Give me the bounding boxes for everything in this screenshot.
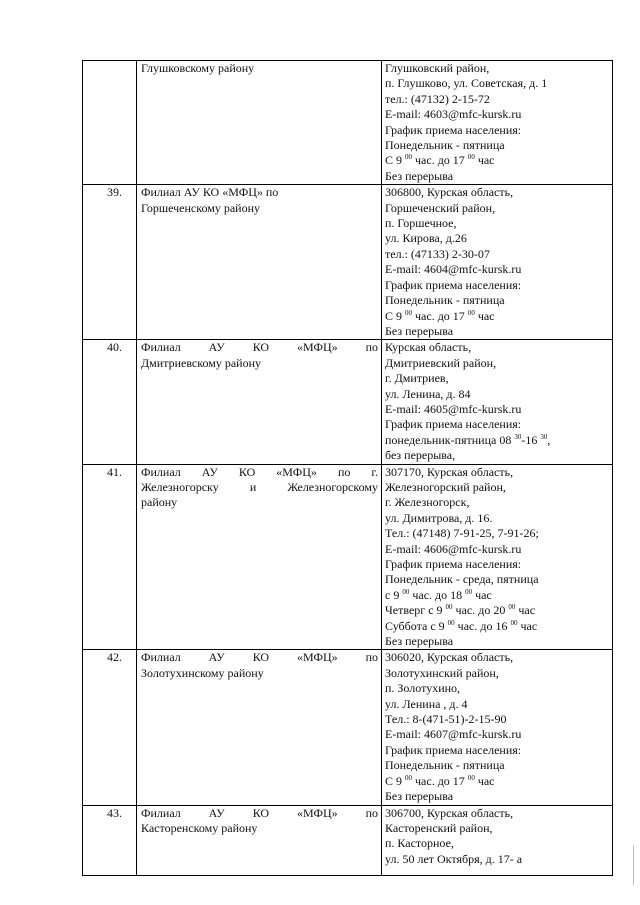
row-number: 39. <box>107 185 122 200</box>
branch-name-word: Железногорску <box>141 479 219 494</box>
branch-name-cell <box>137 61 382 185</box>
superscript-minutes: 00 <box>467 153 475 162</box>
branch-name-word: по <box>365 340 378 355</box>
branch-name-line: Глушковскому району <box>141 61 255 75</box>
row-number-cell <box>83 340 137 464</box>
address-line: График приема населения: <box>385 417 522 432</box>
branch-name <box>137 185 381 216</box>
address-line: п. Глушково, ул. Советская, д. 1 <box>385 76 548 91</box>
address-line: С 9 $^{00}$ час. до 17 $^{00}$ час <box>385 773 495 788</box>
address-lines <box>382 650 612 804</box>
superscript-minutes: 30 <box>540 432 548 441</box>
branch-name-word: Филиал <box>141 464 181 479</box>
address-line: Глушковский район, <box>385 61 490 75</box>
superscript-minutes: 00 <box>467 773 475 782</box>
row-number: 43. <box>107 805 122 820</box>
address-line: График приема населения: <box>385 122 522 137</box>
branch-name-word: КО <box>238 464 256 479</box>
address-cell <box>382 464 613 650</box>
address-line: 307170, Курская область, <box>385 464 514 479</box>
address-line: тел.: (47133) 2-30-07 <box>385 246 490 261</box>
branch-name <box>137 465 381 511</box>
branch-name-word: КО <box>252 340 270 355</box>
branch-name-line: Филиал АУ КО «МФЦ» по <box>141 185 279 200</box>
branch-name-word: АУ <box>201 464 218 479</box>
branch-name-word: г. <box>371 464 378 479</box>
branch-name-word: АУ <box>208 650 225 665</box>
branch-name-line <box>141 650 378 665</box>
row-number-cell <box>83 185 137 340</box>
branch-name-line <box>141 465 378 480</box>
superscript-minutes: 00 <box>510 618 518 627</box>
branch-name-word: Филиал <box>141 805 181 820</box>
address-line: E-mail: 4603@mfc-kursk.ru <box>385 107 522 122</box>
branch-name-word: Железногорскому <box>287 479 378 494</box>
branch-name-line: Касторенскому району <box>141 820 258 835</box>
branch-name-word: «МФЦ» <box>296 650 338 665</box>
address-lines <box>382 465 612 650</box>
branch-name <box>137 340 381 371</box>
address-line: Без перерыва <box>385 634 454 649</box>
address-line: Курская область, <box>385 340 472 355</box>
branch-name-cell <box>137 650 382 805</box>
address-lines <box>382 61 612 184</box>
address-line: Без перерыва <box>385 168 454 183</box>
row-number-cell <box>83 61 137 185</box>
address-cell <box>382 805 613 875</box>
branch-name <box>137 650 381 681</box>
superscript-minutes: 00 <box>508 603 516 612</box>
address-line: С 9 $^{00}$ час. до 17 $^{00}$ час <box>385 153 495 168</box>
row-number: 41. <box>107 464 122 479</box>
branch-name-cell <box>137 185 382 340</box>
branch-name-line <box>141 340 378 355</box>
address-line: Золотухинский район, <box>385 665 499 680</box>
address-line: Тел.: (47148) 7-91-25, 7-91-26; <box>385 526 539 541</box>
address-line: 306800, Курская область, <box>385 185 514 200</box>
address-cell <box>382 185 613 340</box>
address-line: п. Касторное, <box>385 836 454 851</box>
branch-name-word: КО <box>252 650 270 665</box>
address-line: Четверг с 9 $^{00}$ час. до 20 $^{00}$ час <box>385 603 536 618</box>
address-line: Горшеченский район, <box>385 200 496 215</box>
branch-name-cell <box>137 340 382 464</box>
branch-name-word: Филиал <box>141 650 181 665</box>
branch-table <box>82 60 613 876</box>
address-line: Касторенский район, <box>385 820 493 835</box>
branch-name-line: Золотухинскому району <box>141 665 264 680</box>
address-line: E-mail: 4605@mfc-kursk.ru <box>385 401 522 416</box>
address-line: 306700, Курская область, <box>385 805 514 820</box>
address-line: Суббота с 9 $^{00}$ час. до 16 $^{00}$ час <box>385 618 538 633</box>
margin-mark <box>633 845 634 885</box>
address-line: Без перерыва <box>385 323 454 338</box>
superscript-minutes: 00 <box>447 618 455 627</box>
address-line: без перерыва, <box>385 448 456 463</box>
address-lines <box>382 806 612 868</box>
branch-name-word: АУ <box>208 805 225 820</box>
address-line: понедельник-пятница 08 $^{30}$-16 $^{30}$, <box>385 432 551 447</box>
row-number: 42. <box>107 650 122 665</box>
branch-name-line <box>141 480 378 495</box>
table-row <box>83 340 613 464</box>
branch-name-word: «МФЦ» <box>296 340 338 355</box>
superscript-minutes: 00 <box>402 587 410 596</box>
address-line: 306020, Курская область, <box>385 650 514 665</box>
branch-name-word: «МФЦ» <box>276 464 317 479</box>
address-line: Железногорский район, <box>385 479 506 494</box>
branch-name-word: по <box>337 464 351 479</box>
branch-name-cell <box>137 464 382 650</box>
address-line: Без перерыва <box>385 789 454 804</box>
branch-name-line <box>141 806 378 821</box>
row-number-cell <box>83 464 137 650</box>
branch-name-line: Горшеченскому району <box>141 200 261 215</box>
address-line: ул. Димитрова, д. 16. <box>385 510 493 525</box>
table-row <box>83 185 613 340</box>
address-line: п. Горшечное, <box>385 216 457 231</box>
address-line: E-mail: 4606@mfc-kursk.ru <box>385 541 522 556</box>
branch-name-word: по <box>365 650 378 665</box>
branch-name <box>137 61 381 76</box>
table-row <box>83 61 613 185</box>
address-cell <box>382 650 613 805</box>
row-number-cell <box>83 805 137 875</box>
branch-name-word: АУ <box>208 340 225 355</box>
address-line: Тел.: 8-(471-51)-2-15-90 <box>385 712 507 727</box>
address-cell <box>382 61 613 185</box>
branch-name-cell <box>137 805 382 875</box>
superscript-minutes: 00 <box>405 153 413 162</box>
address-line: Понедельник - среда, пятница <box>385 572 539 587</box>
branch-name-word: по <box>365 805 378 820</box>
table-row <box>83 805 613 875</box>
address-line: г. Железногорск, <box>385 495 470 510</box>
table-row <box>83 464 613 650</box>
address-line: г. Дмитриев, <box>385 371 449 386</box>
branch-name-word: Филиал <box>141 340 181 355</box>
address-line: С 9 $^{00}$ час. до 17 $^{00}$ час <box>385 308 495 323</box>
address-line: ул. Ленина, д. 84 <box>385 386 471 401</box>
superscript-minutes: 30 <box>514 432 522 441</box>
superscript-minutes: 00 <box>465 587 473 596</box>
address-line: Понедельник - пятница <box>385 138 505 153</box>
branch-name-word: КО <box>252 805 270 820</box>
address-cell <box>382 340 613 464</box>
address-line: с 9 $^{00}$ час. до 18 $^{00}$ час <box>385 587 492 602</box>
row-number: 40. <box>107 340 122 355</box>
table-body <box>83 61 613 876</box>
address-line: ул. Ленина , д. 4 <box>385 696 468 711</box>
branch-name-line: Дмитриевскому району <box>141 355 262 370</box>
branch-name-line: району <box>141 495 178 510</box>
address-line: п. Золотухино, <box>385 681 461 696</box>
branch-name-word: «МФЦ» <box>296 805 338 820</box>
address-lines <box>382 340 612 463</box>
branch-name-word: и <box>249 479 257 494</box>
superscript-minutes: 00 <box>445 603 453 612</box>
address-line: ул. 50 лет Октября, д. 17- а <box>385 851 523 866</box>
address-line: E-mail: 4607@mfc-kursk.ru <box>385 727 522 742</box>
address-line: Понедельник - пятница <box>385 758 505 773</box>
superscript-minutes: 00 <box>405 308 413 317</box>
address-line: График приема населения: <box>385 277 522 292</box>
table-row <box>83 650 613 805</box>
address-line: Понедельник - пятница <box>385 293 505 308</box>
row-number-cell <box>83 650 137 805</box>
superscript-minutes: 00 <box>405 773 413 782</box>
address-line: График приема населения: <box>385 742 522 757</box>
address-line: E-mail: 4604@mfc-kursk.ru <box>385 262 522 277</box>
branch-name <box>137 806 381 837</box>
address-line: тел.: (47132) 2-15-72 <box>385 91 490 106</box>
superscript-minutes: 00 <box>467 308 475 317</box>
address-line: График приема населения: <box>385 557 522 571</box>
address-line: ул. Кирова, д.26 <box>385 231 467 246</box>
address-lines <box>382 185 612 339</box>
address-line: Дмитриевский район, <box>385 355 497 370</box>
